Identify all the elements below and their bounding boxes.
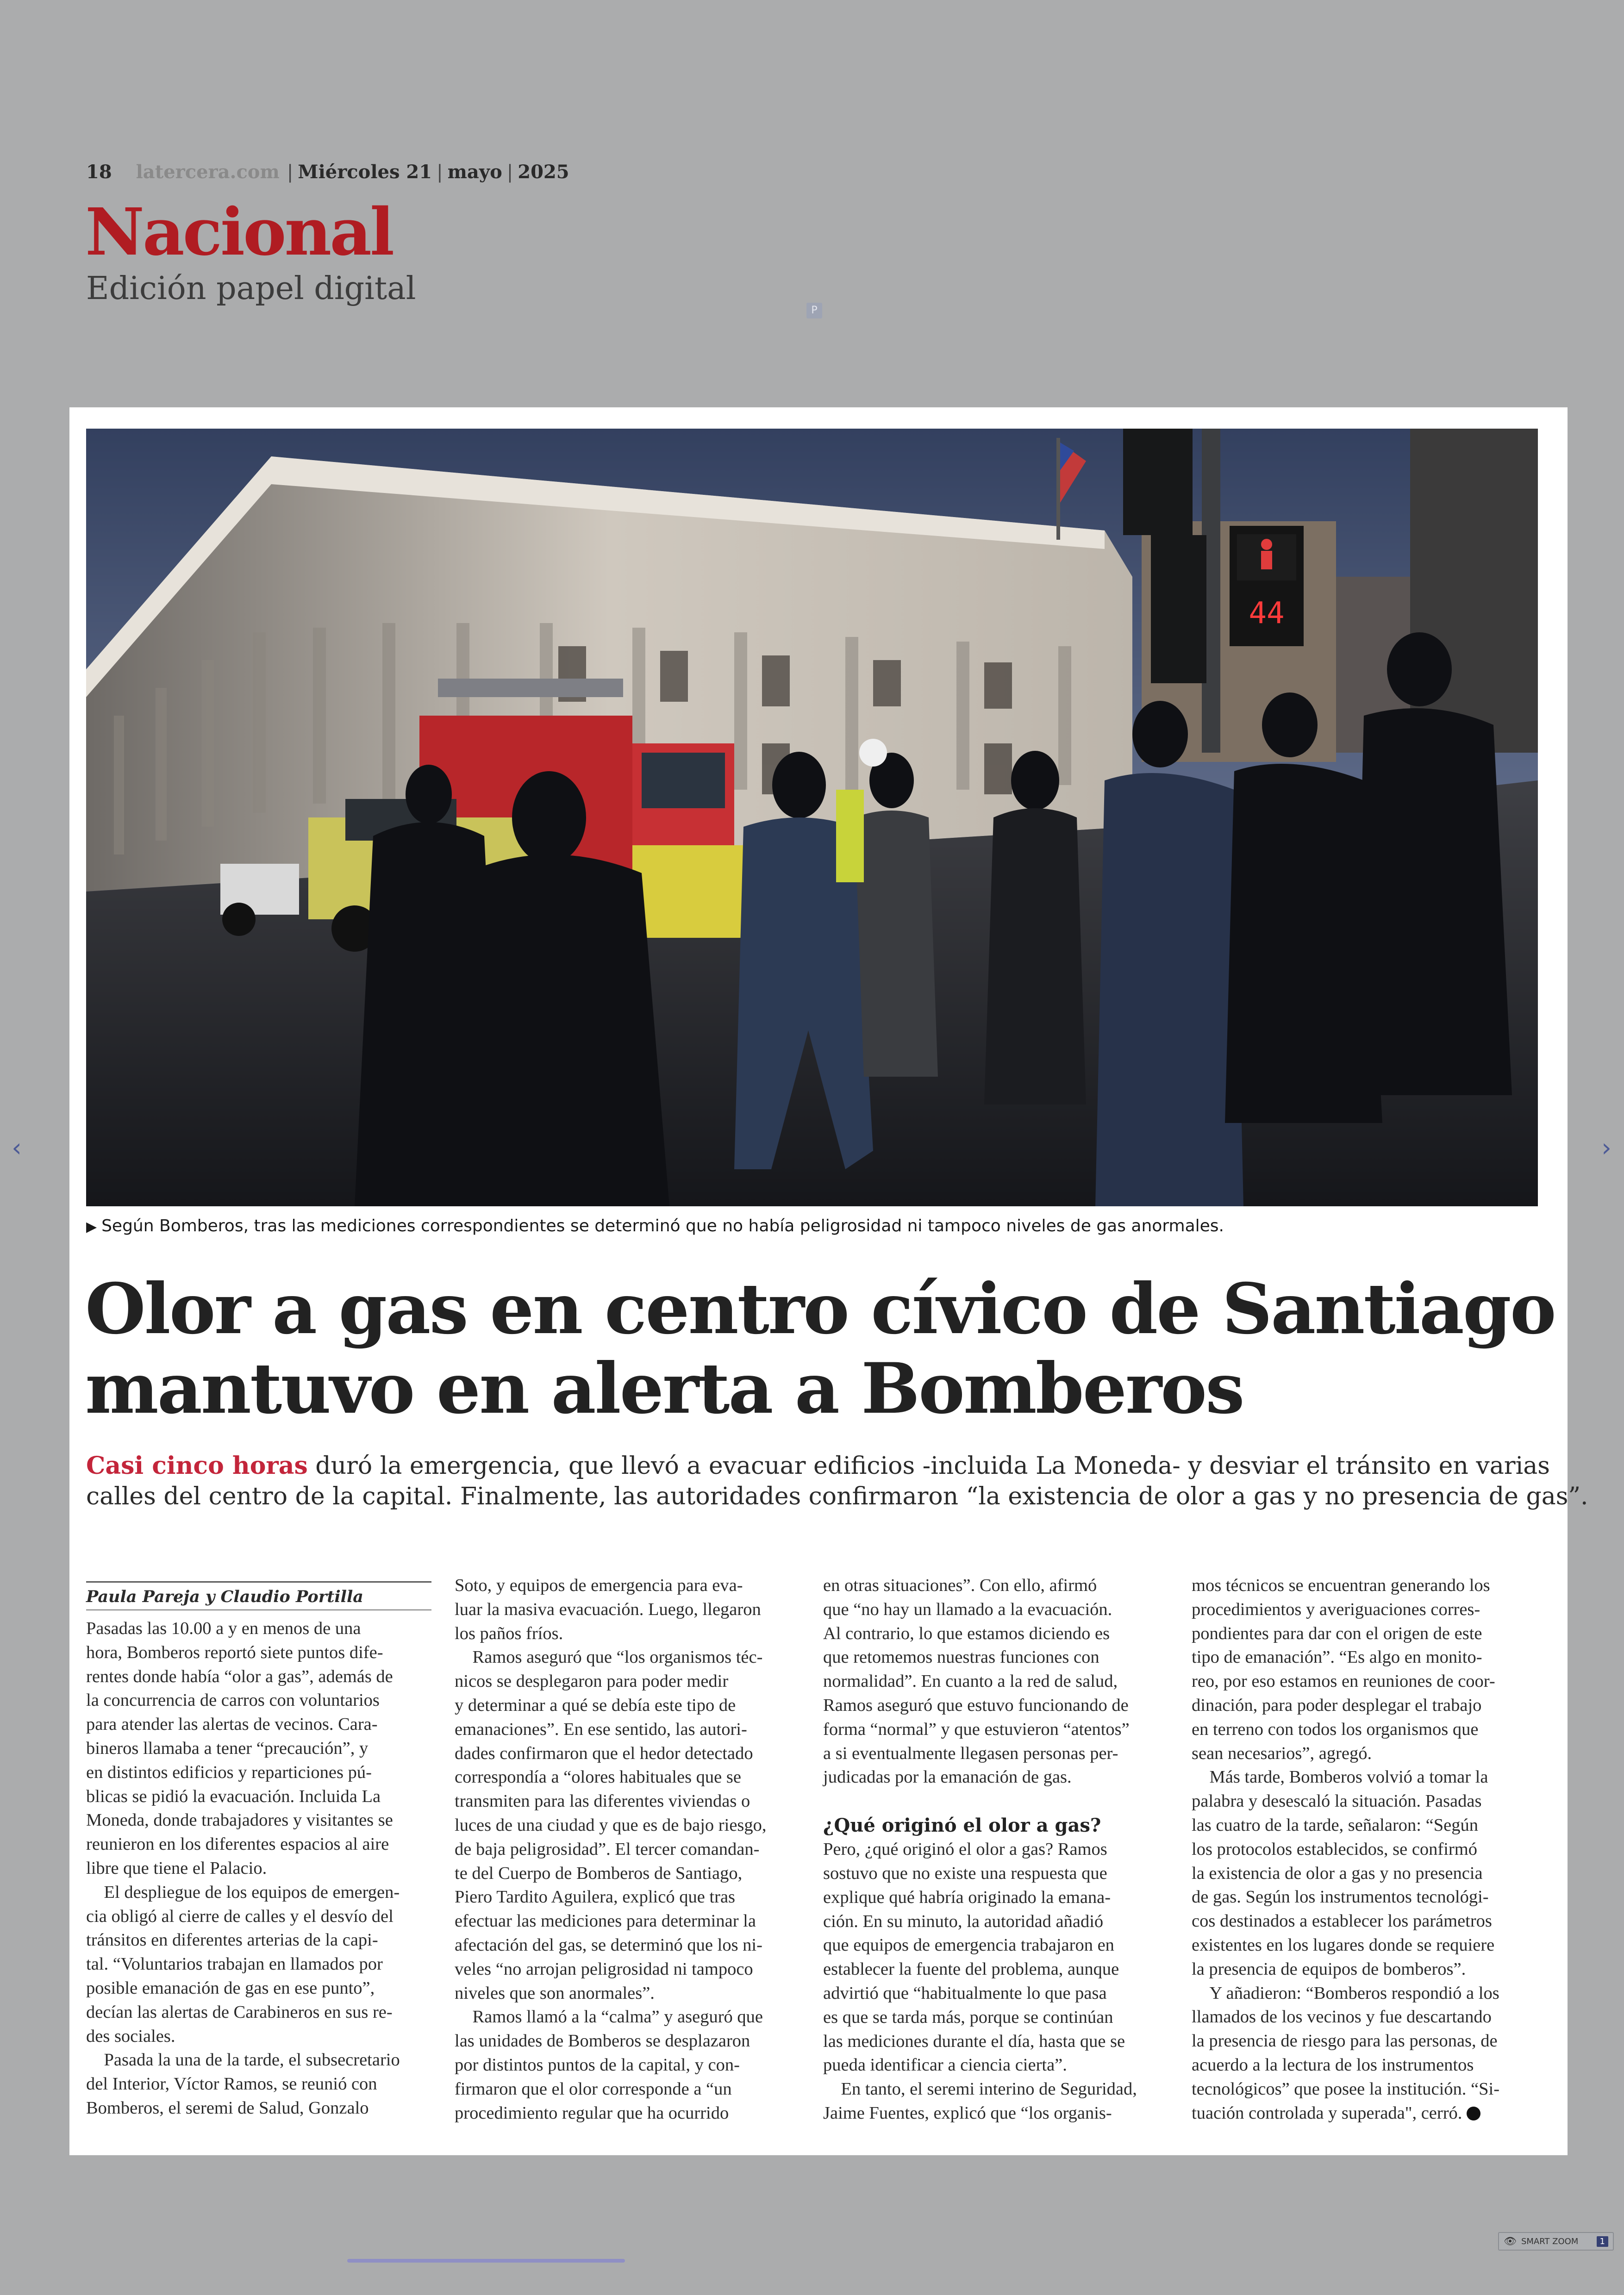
text-line: por distintos puntos de la capital, y con- — [455, 2055, 740, 2075]
date-year: 2025 — [518, 161, 569, 183]
section-title: Nacional — [85, 194, 393, 270]
byline-rule — [86, 1581, 431, 1583]
end-mark-icon — [1467, 2107, 1480, 2120]
text-line: judicadas por la emanación de gas. — [823, 1767, 1072, 1787]
text-line: las cuatro de la tarde, señalaron: “Según — [1192, 1815, 1478, 1835]
text-line: tipo de emanación”. “Es algo en monito- — [1192, 1647, 1482, 1667]
text-line: para atender las alertas de vecinos. Cara- — [86, 1715, 378, 1734]
text-line: transmiten para las diferentes viviendas o — [455, 1791, 750, 1811]
text-line: la concurrencia de carros con voluntarios — [86, 1690, 380, 1710]
newspaper-page — [69, 407, 1588, 2155]
headline-line-2: mantuvo en alerta a Bomberos — [85, 1348, 1243, 1429]
text-line: que retomemos nuestras funciones con — [823, 1647, 1099, 1667]
text-line: reo, por eso estamos en reuniones de coor- — [1192, 1671, 1495, 1691]
text-line: des sociales. — [86, 2026, 175, 2046]
text-line: de gas. Según los instrumentos tecnológi- — [1192, 1887, 1489, 1907]
article-photo — [86, 429, 1538, 1206]
text-line: la presencia de riesgo para las personas, de — [1192, 2031, 1498, 2051]
article-subhead: ¿Qué originó el olor a gas? — [823, 1815, 1101, 1837]
text-line: El despliegue de los equipos de emergen- — [86, 1882, 400, 1902]
article-column-3 — [823, 1574, 1168, 2126]
text-line: las mediciones durante el día, hasta que se — [823, 2031, 1125, 2051]
text-line: en otras situaciones”. Con ello, afirmó — [823, 1576, 1097, 1595]
text-line: tecnológicos” que posee la institución. “Si- — [1192, 2079, 1500, 2099]
text-line: efectuar las mediciones para determinar la — [455, 1911, 756, 1931]
text-line: y determinar a qué se debía este tipo de — [455, 1695, 736, 1715]
signal-countdown: 44 — [1249, 596, 1285, 630]
text-line: forma “normal” y que estuvieron “atentos” — [823, 1719, 1130, 1739]
text-line: libre que tiene el Palacio. — [86, 1858, 267, 1878]
text-line: cia obligó al cierre de calles y el desvío del — [86, 1906, 394, 1926]
text-line: tal. “Voluntarios trabajan en llamados por — [86, 1954, 383, 1974]
text-line: las unidades de Bomberos se desplazaron — [455, 2031, 750, 2051]
text-line: es que se tarda más, porque se continúan — [823, 2007, 1113, 2027]
text-line: dinación, para poder desplegar el trabajo — [1192, 1695, 1482, 1715]
text-line: Jaime Fuentes, explicó que “los organis- — [823, 2103, 1112, 2123]
byline-rule-bottom — [86, 1609, 431, 1610]
text-line: En tanto, el seremi interino de Seguridad, — [823, 2079, 1137, 2099]
text-line: decían las alertas de Carabineros en sus re- — [86, 2002, 393, 2022]
text-line: existentes en los lugares donde se requiere — [1192, 1935, 1495, 1955]
text-line: advirtió que “habitualmente lo que pasa — [823, 1983, 1107, 2003]
text-line: en terreno con todos los organismos que — [1192, 1719, 1479, 1739]
photo-caption — [86, 1216, 1538, 1235]
page-badge: 1 — [1597, 2236, 1608, 2247]
text-line: dades confirmaron que el hedor detectado — [455, 1743, 753, 1763]
text-line: Piero Tardito Aguilera, explicó que tras — [455, 1887, 736, 1907]
deck-line-2: calles del centro de la capital. Finalmente, las autoridades confirmaron “la existencia de olor a gas y no presencia de gas”. — [86, 1483, 1588, 1510]
text-line: procedimientos y averiguaciones corres- — [1192, 1599, 1480, 1619]
text-line: Y añadieron: “Bomberos respondió a los — [1192, 1983, 1499, 2003]
date-day: Miércoles 21 — [298, 161, 432, 183]
text-line: en distintos edificios y reparticiones pú- — [86, 1762, 372, 1782]
text-line: Moneda, donde trabajadores y visitantes se — [86, 1810, 393, 1830]
closing-text: tuación controlada y superada", cerró. — [1192, 2103, 1462, 2123]
text-line: luces de una ciudad y que es de bajo riesgo, — [455, 1815, 767, 1835]
text-line: explique qué habría originado la emana- — [823, 1887, 1111, 1907]
text-line: de baja peligrosidad”. El tercer comandan- — [455, 1839, 760, 1859]
text-line: Ramos aseguró que “los organismos téc- — [455, 1647, 763, 1667]
text-line: Al contrario, lo que estamos diciendo es — [823, 1623, 1110, 1643]
text-line: sostuvo que no existe una respuesta que — [823, 1863, 1107, 1883]
text-line: emanaciones”. En ese sentido, las autori- — [455, 1719, 747, 1739]
text-line: veles “no arrojan peligrosidad ni tampoco — [455, 1959, 753, 1979]
text-line: nicos se desplegaron para poder medir — [455, 1671, 729, 1691]
page-header-line: 18 latercera.com | Miércoles 21 | mayo | 2025 — [86, 161, 569, 183]
text-line: afectación del gas, se determinó que los ni- — [455, 1935, 762, 1955]
text-line: rentes donde había “olor a gas”, además de — [86, 1666, 393, 1686]
column-2-text — [455, 1574, 800, 2125]
la-moneda-scene-illustration — [86, 429, 1538, 1206]
text-line: cos destinados a establecer los parámetros — [1192, 1911, 1492, 1931]
text-line: reunieron en los diferentes espacios al aire — [86, 1834, 389, 1854]
p-icon[interactable]: P — [806, 303, 822, 318]
text-line: los paños fríos. — [455, 1623, 563, 1643]
text-line: del Interior, Víctor Ramos, se reunió con — [86, 2074, 377, 2094]
article-column-4 — [1192, 1574, 1537, 2125]
text-line: sean necesarios”, agregó. — [1192, 1743, 1372, 1763]
eye-icon: 👁 — [1504, 2235, 1517, 2247]
caption-text: Según Bomberos, tras las mediciones correspondientes se determinó que no había peligrosidad ni tampoco niveles de gas anormales. — [101, 1216, 1224, 1235]
chevron-right-icon[interactable]: › — [1601, 1133, 1612, 1162]
article-last-line — [1192, 2102, 1537, 2126]
text-line: a si eventualmente llegasen personas per- — [823, 1743, 1118, 1763]
page-number: 18 — [86, 161, 112, 183]
text-line: hora, Bomberos reportó siete puntos dife- — [86, 1642, 383, 1662]
site-name[interactable]: latercera.com — [136, 161, 280, 183]
smart-zoom-button[interactable] — [1498, 2232, 1614, 2251]
text-line: mos técnicos se encuentran generando los — [1192, 1576, 1490, 1595]
chevron-left-icon[interactable]: ‹ — [12, 1133, 22, 1162]
text-line: pueda identificar a ciencia cierta”. — [823, 2055, 1067, 2075]
text-line: Soto, y equipos de emergencia para eva- — [455, 1576, 743, 1595]
text-line: acuerdo a la lectura de los instrumentos — [1192, 2055, 1474, 2075]
text-line: niveles que son anormales”. — [455, 1983, 655, 2003]
text-line: establecer la fuente del problema, aunque — [823, 1959, 1119, 1979]
text-line: posible emanación de gas en ese punto”, — [86, 1978, 375, 1998]
deck-line-1-rest: duró la emergencia, que llevó a evacuar edificios -incluida La Moneda- y desviar el tránsito en varias — [307, 1452, 1550, 1480]
text-line: pondientes para dar con el origen de este — [1192, 1623, 1482, 1643]
deck-lead: Casi cinco horas — [86, 1452, 308, 1480]
text-line: Ramos llamó a la “calma” y aseguró que — [455, 2007, 763, 2027]
text-line: normalidad”. En cuanto a la red de salud, — [823, 1671, 1118, 1691]
article-headline — [85, 1268, 1555, 1429]
text-line: palabra y desescaló la situación. Pasadas — [1192, 1791, 1482, 1811]
text-line: la presencia de equipos de bomberos”. — [1192, 1959, 1466, 1979]
text-line: bineros llamaba a tener “precaución”, y — [86, 1738, 369, 1758]
text-line: Pero, ¿qué originó el olor a gas? Ramos — [823, 1840, 1107, 1859]
date-month: mayo — [447, 161, 502, 183]
text-line: tránsitos en diferentes arterias de la capi- — [86, 1930, 378, 1950]
deck-line-1 — [86, 1451, 1550, 1481]
headline-line-1: Olor a gas en centro cívico de Santiago — [85, 1268, 1555, 1350]
text-line: la existencia de olor a gas y no presencia — [1192, 1863, 1483, 1883]
caption-marker-icon: ▶ — [86, 1219, 97, 1235]
text-line: blicas se pidió la evacuación. Incluida La — [86, 1786, 381, 1806]
article-column-1 — [86, 1574, 431, 2120]
edition-subtitle: Edición papel digital — [86, 270, 416, 307]
reading-progress-bar[interactable] — [347, 2259, 625, 2263]
smart-zoom-label: SMART ZOOM — [1521, 2236, 1579, 2246]
text-line: firmaron que el olor corresponde a “un — [455, 2079, 732, 2099]
text-line: que equipos de emergencia trabajaron en — [823, 1935, 1114, 1955]
byline: Paula Pareja y Claudio Portilla — [86, 1587, 363, 1606]
column-4-text — [1192, 1574, 1537, 2102]
article-deck — [86, 1451, 1588, 1512]
text-line: Ramos aseguró que estuvo funcionando de — [823, 1695, 1129, 1715]
column-3-text-b — [823, 1838, 1168, 2126]
column-1-text — [86, 1617, 431, 2120]
article-column-2 — [455, 1574, 800, 2125]
text-line: correspondía a “olores habituales que se — [455, 1767, 741, 1787]
text-line: te del Cuerpo de Bomberos de Santiago, — [455, 1863, 743, 1883]
text-line: Pasada la una de la tarde, el subsecretario — [86, 2050, 400, 2070]
text-line: llamados de los vecinos y fue descartando — [1192, 2007, 1492, 2027]
pedestrian-signal-icon — [1261, 539, 1272, 569]
text-line: que “no hay un llamado a la evacuación. — [823, 1599, 1112, 1619]
column-3-text-a — [823, 1574, 1168, 1790]
text-line: los protocolos establecidos, se confirmó — [1192, 1839, 1477, 1859]
text-line: Pasadas las 10.00 a y en menos de una — [86, 1619, 361, 1638]
text-line: Más tarde, Bomberos volvió a tomar la — [1192, 1767, 1488, 1787]
text-line: luar la masiva evacuación. Luego, llegaron — [455, 1599, 761, 1619]
text-line: Bomberos, el seremi de Salud, Gonzalo — [86, 2098, 369, 2118]
text-line: ción. En su minuto, la autoridad añadió — [823, 1911, 1104, 1931]
text-line: procedimiento regular que ha ocurrido — [455, 2103, 729, 2123]
